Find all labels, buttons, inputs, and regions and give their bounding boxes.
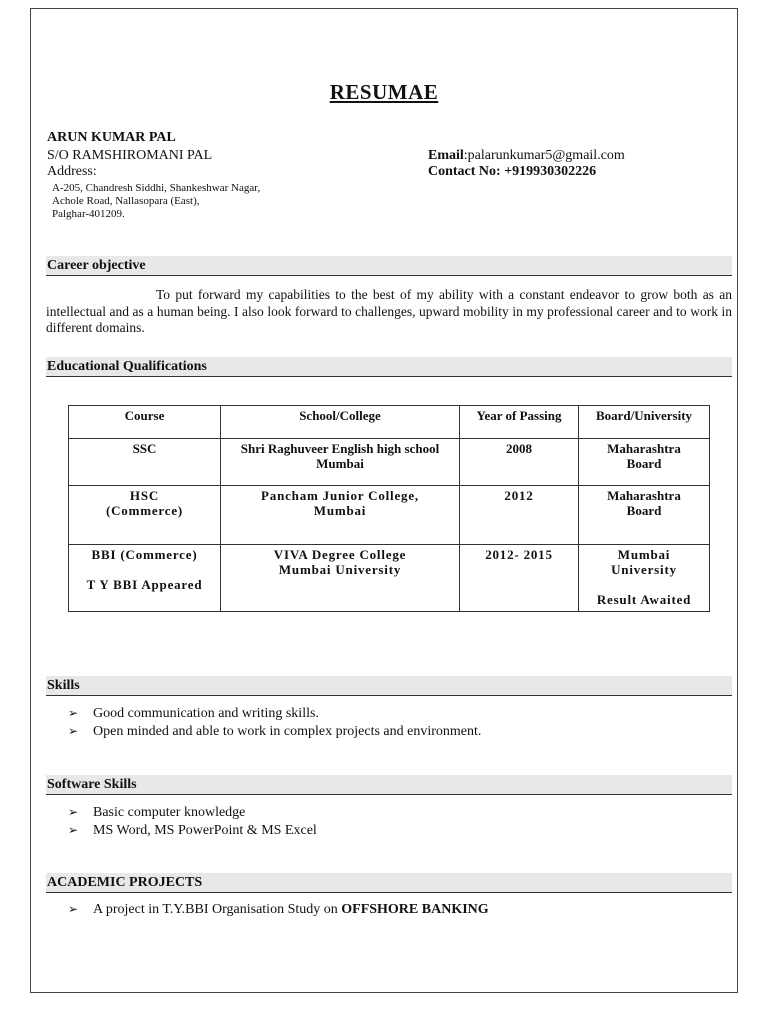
school-cell [221, 486, 460, 545]
skill-text: Good communication and writing skills. [93, 706, 319, 721]
course-status: T Y BBI Appeared [86, 577, 203, 592]
school-location: Mumbai [313, 503, 367, 518]
board-cell [579, 486, 710, 545]
course-name: SSC [132, 441, 157, 456]
school-location: Mumbai [316, 456, 364, 471]
course-cell [69, 545, 221, 612]
course-name: BBI (Commerce) [91, 547, 198, 562]
skill-text: Basic computer knowledge [93, 805, 246, 820]
parent-name: S/O RAMSHIROMANI PAL [47, 148, 213, 163]
email-label: Email [428, 148, 464, 163]
arrow-bullet-icon: ➢ [68, 706, 79, 720]
year-value: 2008 [506, 441, 532, 456]
year-value: 2012 [504, 488, 534, 503]
project-text: A project in T.Y.BBI Organisation Study on [93, 902, 342, 917]
email-line [428, 148, 625, 164]
course-stream: (Commerce) [105, 503, 184, 518]
address-line: Palghar-401209. [52, 208, 125, 220]
resume-title: RESUMAE [329, 80, 439, 104]
table-row [69, 486, 710, 545]
column-header: Year of Passing [460, 406, 579, 439]
academic-projects-heading: ACADEMIC PROJECTS [46, 873, 732, 893]
table-row [69, 545, 710, 612]
board-name-2: Board [626, 456, 662, 471]
year-cell [460, 545, 579, 612]
year-value: 2012- 2015 [485, 547, 553, 562]
projects-list [68, 900, 489, 918]
column-header: School/College [221, 406, 460, 439]
list-item [68, 722, 481, 740]
arrow-bullet-icon: ➢ [68, 902, 79, 916]
school-name: Shri Raghuveer English high school [240, 441, 440, 456]
year-cell [460, 439, 579, 486]
list-item [68, 704, 481, 722]
board-name: Mumbai [617, 547, 671, 562]
career-objective-text: To put forward my capabilities to the best of my ability with a constant endeavor to grow both as an intellectual and as a human being. I also look forward to challenges, upward mobility in my professional career and to work in different domains. [46, 287, 732, 335]
board-name: Maharashtra [607, 488, 681, 503]
board-name: Maharashtra [607, 441, 681, 456]
arrow-bullet-icon: ➢ [68, 724, 79, 738]
board-cell [579, 545, 710, 612]
school-cell [221, 439, 460, 486]
software-skills-heading: Software Skills [46, 775, 732, 795]
arrow-bullet-icon: ➢ [68, 823, 79, 837]
list-item [68, 821, 317, 839]
school-location: Mumbai University [278, 562, 402, 577]
course-cell [69, 439, 221, 486]
address-line: A-205, Chandresh Siddhi, Shankeshwar Nagar, [52, 182, 261, 194]
education-table [68, 405, 710, 612]
arrow-bullet-icon: ➢ [68, 805, 79, 819]
result-status: Result Awaited [596, 592, 692, 607]
skill-text: Open minded and able to work in complex projects and environment. [93, 724, 482, 739]
school-cell [221, 545, 460, 612]
list-item [68, 803, 317, 821]
career-objective-heading: Career objective [46, 256, 732, 276]
board-name-2: University [611, 562, 677, 577]
school-name: Pancham Junior College, [261, 488, 419, 503]
applicant-name: ARUN KUMAR PAL [47, 130, 176, 145]
board-cell [579, 439, 710, 486]
table-header-row [69, 406, 710, 439]
column-header: Board/University [579, 406, 710, 439]
address-line: Achole Road, Nallasopara (East), [52, 195, 200, 207]
project-title: OFFSHORE BANKING [341, 902, 489, 917]
board-name-2: Board [626, 503, 662, 518]
course-cell [69, 486, 221, 545]
year-cell [460, 486, 579, 545]
table-row [69, 439, 710, 486]
school-name: VIVA Degree College [273, 547, 407, 562]
course-name: HSC [129, 488, 160, 503]
list-item [68, 900, 489, 918]
skills-heading: Skills [46, 676, 732, 696]
contact-number: Contact No: +919930302226 [428, 164, 597, 179]
skills-list [68, 704, 481, 740]
education-heading: Educational Qualifications [46, 357, 732, 377]
address-label: Address: [47, 164, 97, 179]
email-value[interactable]: :palarunkumar5@gmail.com [463, 148, 625, 163]
column-header: Course [69, 406, 221, 439]
software-skills-list [68, 803, 317, 839]
skill-text: MS Word, MS PowerPoint & MS Excel [93, 823, 317, 838]
